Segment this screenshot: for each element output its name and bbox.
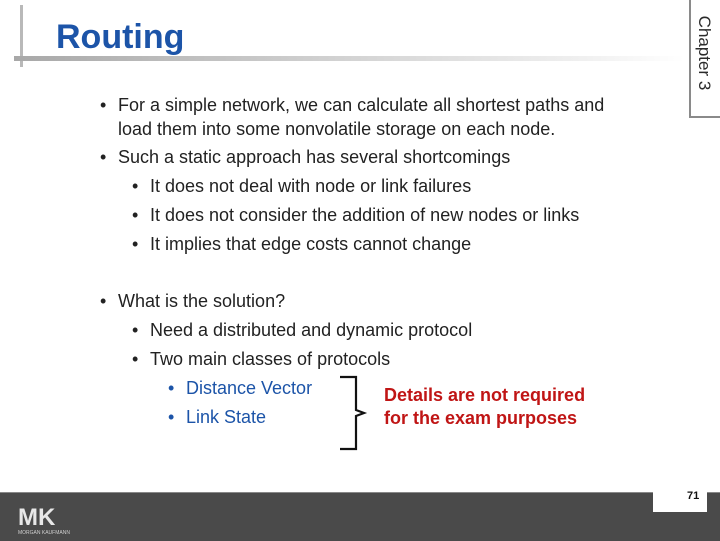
- bullet-dot: •: [132, 176, 139, 196]
- svg-text:MORGAN KAUFMANN: MORGAN KAUFMANN: [18, 530, 70, 535]
- right-brace-icon: [336, 374, 372, 452]
- bullet-dot: •: [100, 147, 107, 167]
- bullet-2-sub-3: • It implies that edge costs cannot change: [132, 234, 472, 254]
- bullet-dot: •: [132, 205, 139, 225]
- bullet-1-continuation: load them into some nonvolatile storage on each node.: [118, 119, 556, 139]
- protocol-link-state: • Link State: [168, 407, 267, 427]
- bullet-2-sub-2: • It does not consider the addition of new nodes or links: [132, 205, 580, 225]
- bullet-dot: •: [168, 407, 175, 427]
- bullet-dot: •: [132, 320, 139, 340]
- note-line-1: Details are not required: [384, 385, 586, 405]
- bullet-dot: •: [100, 95, 107, 115]
- bullet-dot: •: [132, 234, 139, 254]
- bullet-3: • What is the solution?: [100, 291, 286, 311]
- svg-text:MK: MK: [18, 505, 56, 531]
- protocol-distance-vector: • Distance Vector: [168, 378, 313, 398]
- bullet-3-sub-1: • Need a distributed and dynamic protocol: [132, 320, 473, 340]
- bullet-2: • Such a static approach has several shortcomings: [100, 147, 511, 167]
- bullet-3-sub-2: • Two main classes of protocols: [132, 349, 391, 369]
- bullet-dot: •: [132, 349, 139, 369]
- chapter-label: Chapter 3: [695, 15, 714, 91]
- slide-title: Routing: [56, 18, 185, 56]
- bullet-dot: •: [168, 378, 175, 398]
- bullet-2-sub-1: • It does not deal with node or link failures: [132, 176, 472, 196]
- footer-bar: [0, 492, 720, 541]
- publisher-logo: [18, 505, 74, 540]
- bullet-1: • For a simple network, we can calculate all shortest paths and: [100, 95, 605, 115]
- bullet-dot: •: [100, 291, 107, 311]
- note-line-2: for the exam purposes: [384, 408, 578, 428]
- page-number: 71: [687, 490, 700, 502]
